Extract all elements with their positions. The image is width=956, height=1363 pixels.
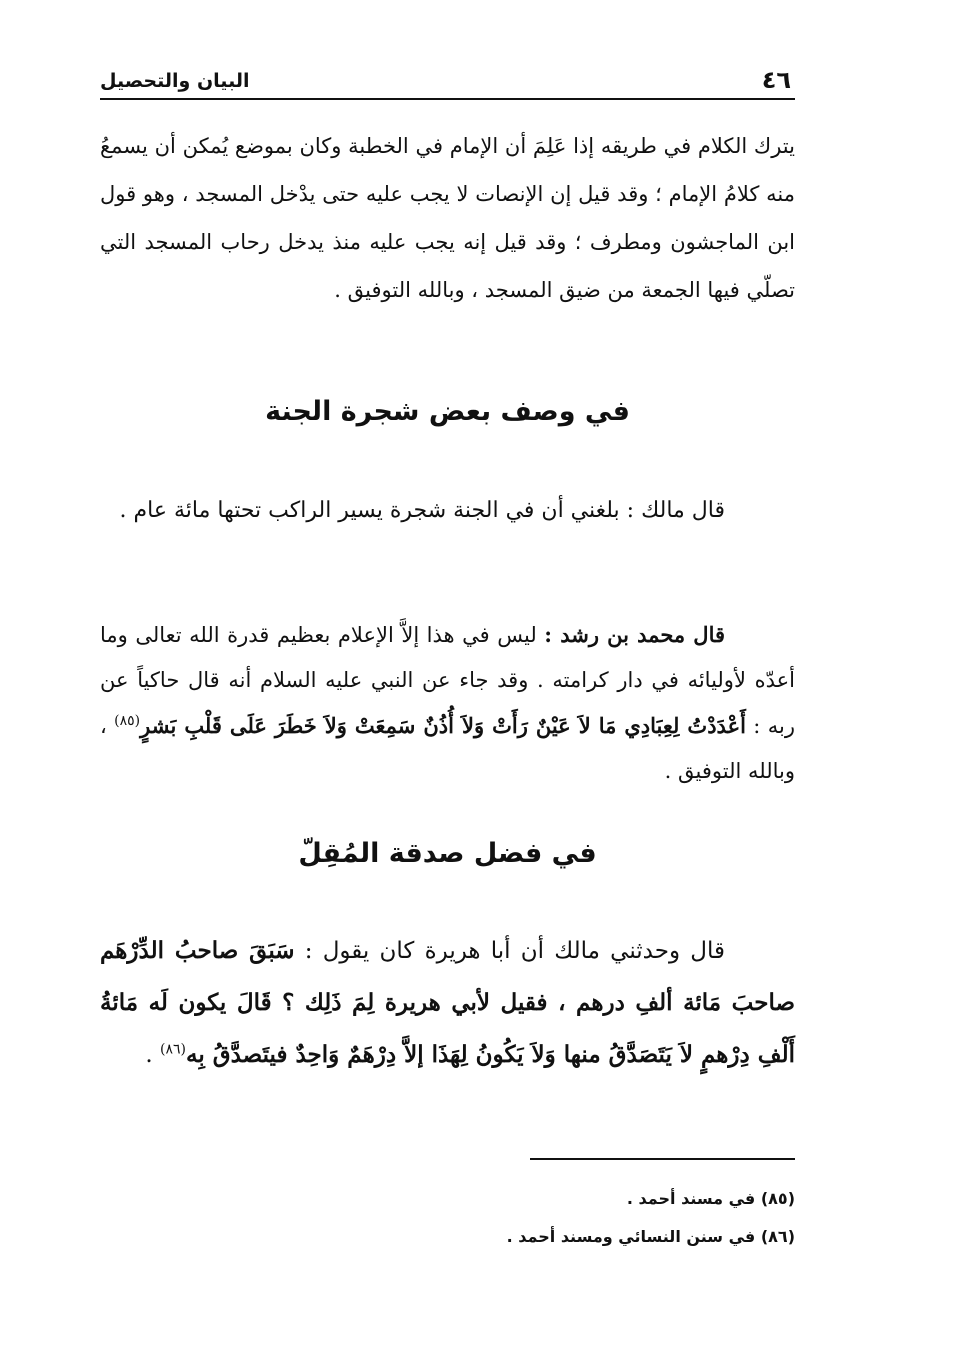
footnote-86: (٨٦) في سنن النسائي ومسند أحمد . (506, 1227, 795, 1246)
book-title: البيان والتحصيل (100, 70, 250, 92)
hadith-quote: أَعْدَدْتُ لِعِبَادِي مَا لاَ عَيْنٌ رَأَتْ وَلاَ أُذُنٌ سَمِعَتْ وَلاَ خَطَرَ عَلَى قَلْبِ بَشرٍ (140, 713, 746, 738)
footnote-ref-85: (٨٥) (114, 713, 141, 729)
section-heading-charity: في فضل صدقة المُقِلّ (298, 838, 597, 869)
footnote-ref-86: (٨٦) (160, 1041, 186, 1058)
paragraph-ibn-rushd-commentary (100, 612, 795, 794)
running-header (100, 62, 795, 100)
footnote-divider (530, 1158, 795, 1160)
footnote-85: (٨٥) في مسند أحمد . (626, 1189, 795, 1208)
hadith-quote: سَبَقَ صاحبُ الدِّرْهَم صاحبَ مَائة ألفِ درهم ، فقيل لأبي هريرة لِمَ ذَلِك ؟ قَالَ يكون لَه مَائةُ أَلْفِ دِرْهمٍ لاَ يَتَصَدَّقُ منها وَلاَ يَكُونُ لِهَذَا إلاَّ دِرْهَمٌ وَاحِدٌ فيتَصدَّقُ بِه (100, 937, 795, 1068)
paragraph-abu-hurayra (100, 925, 795, 1081)
footnotes-list (100, 1180, 795, 1256)
commentary-text: ليس في هذا إلاَّ الإعلام بعظيم قدرة الله تعالى وما أعدّه لأوليائه في دار كرامته . وقد جاء عن النبي عليه السلام أنه قال حاكياً عن ربه : (100, 623, 796, 738)
closing-text: ، وبالله التوفيق . (100, 714, 795, 783)
closing-text: . (145, 1042, 161, 1068)
speaker-label: قال محمد بن رشد : (544, 622, 726, 647)
page-number: ٤٦ (761, 66, 791, 94)
paragraph-text: قال مالك : بلغني أن في الجنة شجرة يسير الراكب تحتها مائة عام . (119, 498, 725, 523)
paragraph-malik-saying (100, 486, 795, 536)
paragraph-continued: يترك الكلام في طريقه إذا عَلِمَ أن الإمام في الخطبة وكان بموضع يُمكن أن يسمعُ منه كلامُ الإمام ؛ وقد قيل إن الإنصات لا يجب عليه حتى يدْخل المسجد ، وهو قول ابن الماجشون ومطرف ؛ وقد قيل إنه يجب عليه منذ يدخل رحاب المسجد التي تصلّي فيها الجمعة من ضيق المسجد ، وبالله التوفيق . (100, 134, 795, 302)
section-heading-paradise-tree: في وصف بعض شجرة الجنة (265, 396, 630, 427)
narration-intro: قال وحدثني مالك أن أبا هريرة كان يقول : (294, 938, 725, 964)
